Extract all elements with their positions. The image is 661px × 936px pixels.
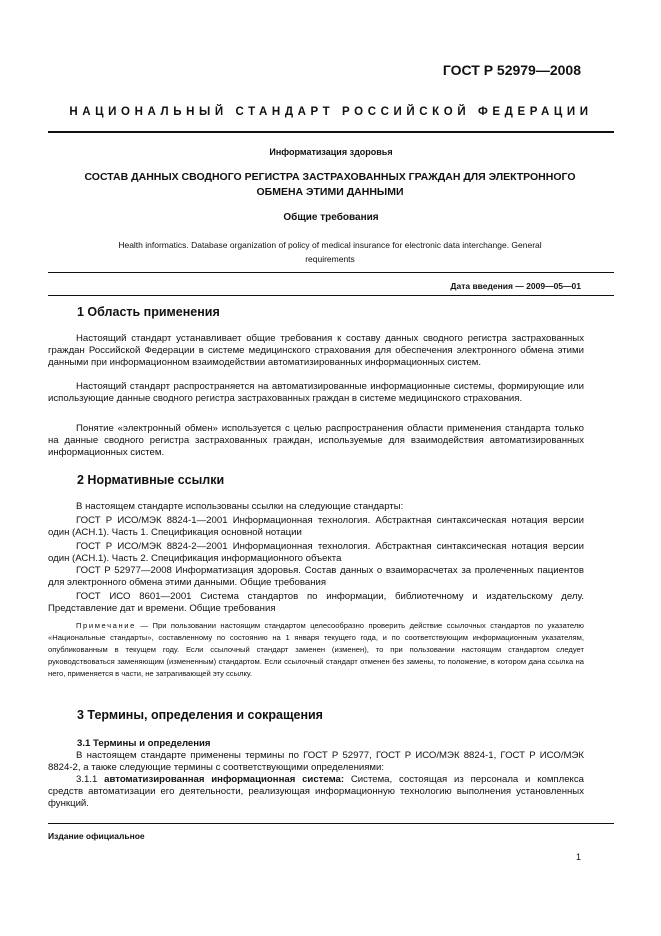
term-definition: Система, состоящая из персонала и комплекса средств автоматизации его деятельности, реализующая информационную технологию выполнения установленных функций. (48, 774, 584, 809)
date-divider (48, 295, 614, 296)
section-1-paragraph-3: Понятие «электронный обмен» используется с целью распространения области применения стандарта только на данные сводного регистра застрахованных граждан, используемые для взаимодействия автоматизированных информационных систем. (48, 423, 584, 458)
intro-date: Дата введения — 2009—05—01 (450, 281, 581, 291)
edition-label: Издание официальное (48, 831, 145, 841)
section-2-intro: В настоящем стандарте использованы ссылки на следующие стандарты: (76, 501, 404, 512)
note-text: — При пользовании настоящим стандартом целесообразно проверить действие ссылочных стандартов по указателю «Национальные стандарты», составленному по состоянию на 1 января текущего года, и по соответствующим информационным указателям, опубликованным в текущем году. Если ссылочный стандарт заменен (изменен), то при пользовании настоящим стандартом следует руководствоваться заменяющим (измененным) стандартом. Если ссылочный стандарт отменен без замены, то положение, в котором дана ссылка на него, применяется в части, не затрагивающей эту ссылку. (48, 621, 584, 678)
term-number: 3.1.1 (76, 774, 98, 785)
section-1-paragraph-1: Настоящий стандарт устанавливает общие требования к составу данных сводного регистра застрахованных граждан Российской Федерации в системе медицинского страхования для обеспечения электронного обмена этими данными при информационном взаимодействии автоматизированных информационных систем. (48, 333, 584, 368)
title-line-1: СОСТАВ ДАННЫХ СВОДНОГО РЕГИСТРА ЗАСТРАХОВАННЫХ ГРАЖДАН ДЛЯ ЭЛЕКТРОННОГО (84, 171, 576, 183)
reference-item: ГОСТ Р ИСО/МЭК 8824-2—2001 Информационная технология. Абстрактная синтаксическая нотация версии один (АСН.1). Часть 2. Спецификация информационного объекта (48, 541, 584, 564)
footer-divider (48, 823, 614, 824)
english-title (60, 238, 600, 266)
topic-label: Информатизация здоровья (269, 147, 393, 157)
page-number: 1 (575, 852, 581, 862)
section-3-intro: В настоящем стандарте применены термины по ГОСТ Р 52977, ГОСТ Р ИСО/МЭК 8824-1, ГОСТ Р ИСО/МЭК 8824-2, а также следующие термины с соответствующими определениями: (48, 750, 584, 773)
reference-item: ГОСТ ИСО 8601—2001 Система стандартов по информации, библиотечному и издательскому делу. Представление дат и времени. Общие требования (48, 591, 584, 614)
note-label: Примечание (76, 621, 136, 630)
header-divider (48, 131, 614, 133)
reference-item: ГОСТ Р ИСО/МЭК 8824-1—2001 Информационная технология. Абстрактная синтаксическая нотация версии один (АСН.1). Часть 1. Спецификация основной нотации (48, 515, 584, 538)
document-subtitle: Общие требования (283, 212, 379, 223)
term-definition-3-1-1 (48, 774, 584, 810)
document-title (60, 170, 600, 200)
section-1-paragraph-2: Настоящий стандарт распространяется на автоматизированные информационные системы, формирующие или использующие данные сводного регистра застрахованных граждан в системе медицинского страхования. (48, 381, 584, 404)
section-1-heading: 1 Область применения (77, 305, 220, 319)
reference-item: ГОСТ Р 52977—2008 Информатизация здоровья. Состав данных о взаиморасчетах за пролеченных пациентов для электронного обмена этими данными. Общие требования (48, 565, 584, 588)
national-standard-banner: НАЦИОНАЛЬНЫЙ СТАНДАРТ РОССИЙСКОЙ ФЕДЕРАЦИИ (69, 106, 593, 118)
term-name: автоматизированная информационная система: (104, 774, 345, 785)
title-divider (48, 272, 614, 273)
english-title-line-1: Health informatics. Database organization of policy of medical insurance for electronic data interchange. General (118, 240, 542, 250)
section-2-heading: 2 Нормативные ссылки (77, 473, 225, 487)
subsection-3-1-heading: 3.1 Термины и определения (77, 738, 211, 749)
section-3-heading: 3 Термины, определения и сокращения (77, 708, 323, 722)
reference-note (48, 620, 584, 680)
title-line-2: ОБМЕНА ЭТИМИ ДАННЫМИ (256, 186, 404, 198)
english-title-line-2: requirements (305, 254, 355, 264)
document-number: ГОСТ Р 52979—2008 (442, 62, 581, 78)
